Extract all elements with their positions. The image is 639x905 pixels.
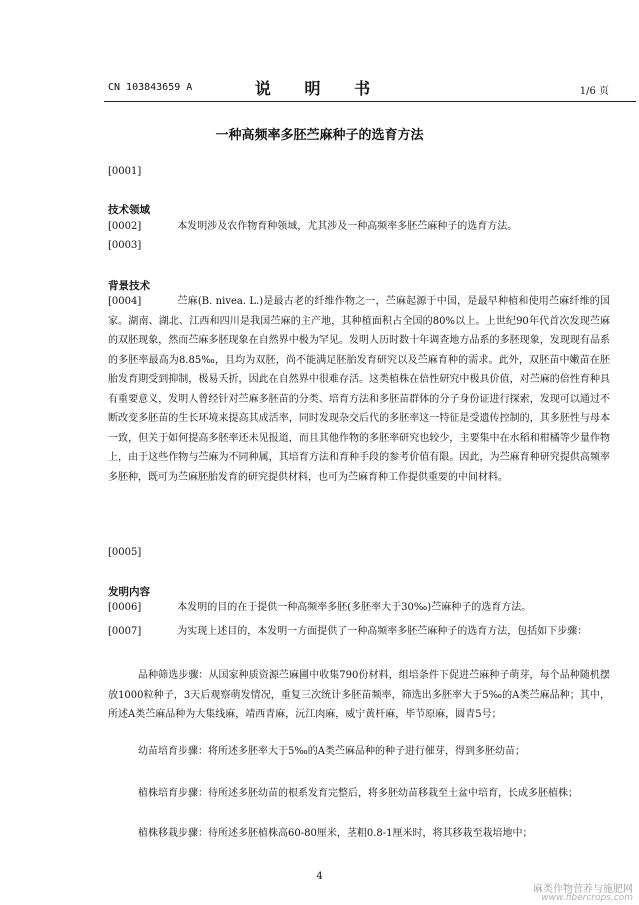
section-technical-field: 技术领域 bbox=[108, 204, 150, 216]
step-plant-transplant: 植株移栽步骤：待所述多胚植株高60-80厘米，茎粗0.8-1厘米时，将其移栽至栽培地中； bbox=[138, 828, 533, 839]
paragraph-0007 bbox=[108, 622, 610, 642]
watermark-url[interactable]: www.fibercrops.com bbox=[541, 893, 633, 903]
paragraph-text: 苎麻(B. nivea. L.)是最古老的纤维作物之一，苎麻起源于中国，是最早种植和使用苎麻纤维的国家。湖南、湖北、江西和四川是我国苎麻的主产地，其种植面积占全国的80%以上。上世纪90年代首次发现苎麻的双胚现象，然而苎麻多胚现象在自然界中极为罕见。发明人历时数十年调查地方品系的多胚现象，发现现有品系的多胚率最高为8.85‰，且均为双胚，尚不能满足胚胎发育研究以及苎麻育种的需求。此外，双胚苗中嫩苗在胚胎发育期受到抑制，极易夭折，因此在自然界中很难存活。这类植株在倍性研究中极具价值，对苎麻的倍性育种具有重要意义，发明人曾经针对苎麻多胚苗的分类、培育方法和多胚苗群体的分子身份证进行探索，发现可以通过不断改变多胚苗的生长环境来提高其成活率，同时发现杂交后代的多胚率这一特征是受遗传控制的，其多胚性与母本一致，但关于如何提高多胚率还未见报道，而且其他作物的多胚率研究也较少，主要集中在水稻和柑橘等少量作物上，由于这些作物与苎麻为不同种属，其培育方法和育种手段的参考价值有限。因此，为苎麻育种研究提供高频率多胚种，既可为苎麻胚胎发育的研究提供材料，也可为苎麻育种工作提供重要的中间材料。 bbox=[108, 296, 610, 483]
paragraph-number: [0006] bbox=[108, 602, 142, 613]
section-background: 背景技术 bbox=[108, 280, 150, 292]
paragraph-0002 bbox=[108, 217, 610, 237]
paragraph-tag-0005: [0005] bbox=[108, 547, 142, 558]
header-divider bbox=[104, 101, 636, 102]
paragraph-text: 本发明的目的在于提供一种高频率多胚(多胚率大于30‰)苎麻种子的选育方法。 bbox=[177, 602, 532, 613]
paragraph-0006 bbox=[108, 598, 610, 618]
document-title: 一种高频率多胚苎麻种子的选育方法 bbox=[215, 128, 424, 143]
section-heading: 说 明 书 bbox=[254, 79, 385, 98]
step-plant-cultivation: 植株培育步骤：待所述多胚幼苗的根系发育完整后，将多胚幼苗移栽至土盆中培育，长成多胚植株； bbox=[138, 788, 578, 799]
watermark-site-name: 麻类作物营养与施肥网 bbox=[533, 884, 633, 895]
paragraph-0004 bbox=[108, 292, 610, 487]
page-number: 4 bbox=[316, 871, 323, 882]
paragraph-text: 本发明涉及农作物育种领域，尤其涉及一种高频率多胚苎麻种子的选育方法。 bbox=[177, 221, 518, 232]
page-indicator: 1/6 页 bbox=[579, 86, 609, 97]
patent-number: CN 103843659 A bbox=[108, 82, 193, 93]
paragraph-text: 为实现上述目的，本发明一方面提供了一种高频率多胚苎麻种子的选育方法，包括如下步骤： bbox=[177, 626, 588, 637]
paragraph-number: [0002] bbox=[108, 221, 142, 232]
paragraph-tag-0001: [0001] bbox=[108, 166, 142, 177]
paragraph-number: [0004] bbox=[108, 296, 142, 307]
step-seedling-cultivation: 幼苗培育步骤：将所述多胚率大于5‰的A类苎麻品种的种子进行催芽，得到多胚幼苗； bbox=[138, 746, 526, 757]
paragraph-number: [0007] bbox=[108, 626, 142, 637]
paragraph-tag-0003: [0003] bbox=[108, 240, 142, 251]
section-invention: 发明内容 bbox=[108, 586, 150, 598]
step-variety-screening: 品种筛选步骤：从国家种质资源苎麻圃中收集790份材料，组培条件下促进苎麻种子萌芽，每个品种随机摆放1000粒种子，3天后观察萌发情况，重复三次统计多胚苗频率，筛选出多胚率大于5‰的A类苎麻品种；其中，所述A类苎麻品种为大集线麻，靖西青麻，沅江肉麻，威宁黄杆麻，毕节原麻，圆青5号； bbox=[108, 670, 610, 720]
